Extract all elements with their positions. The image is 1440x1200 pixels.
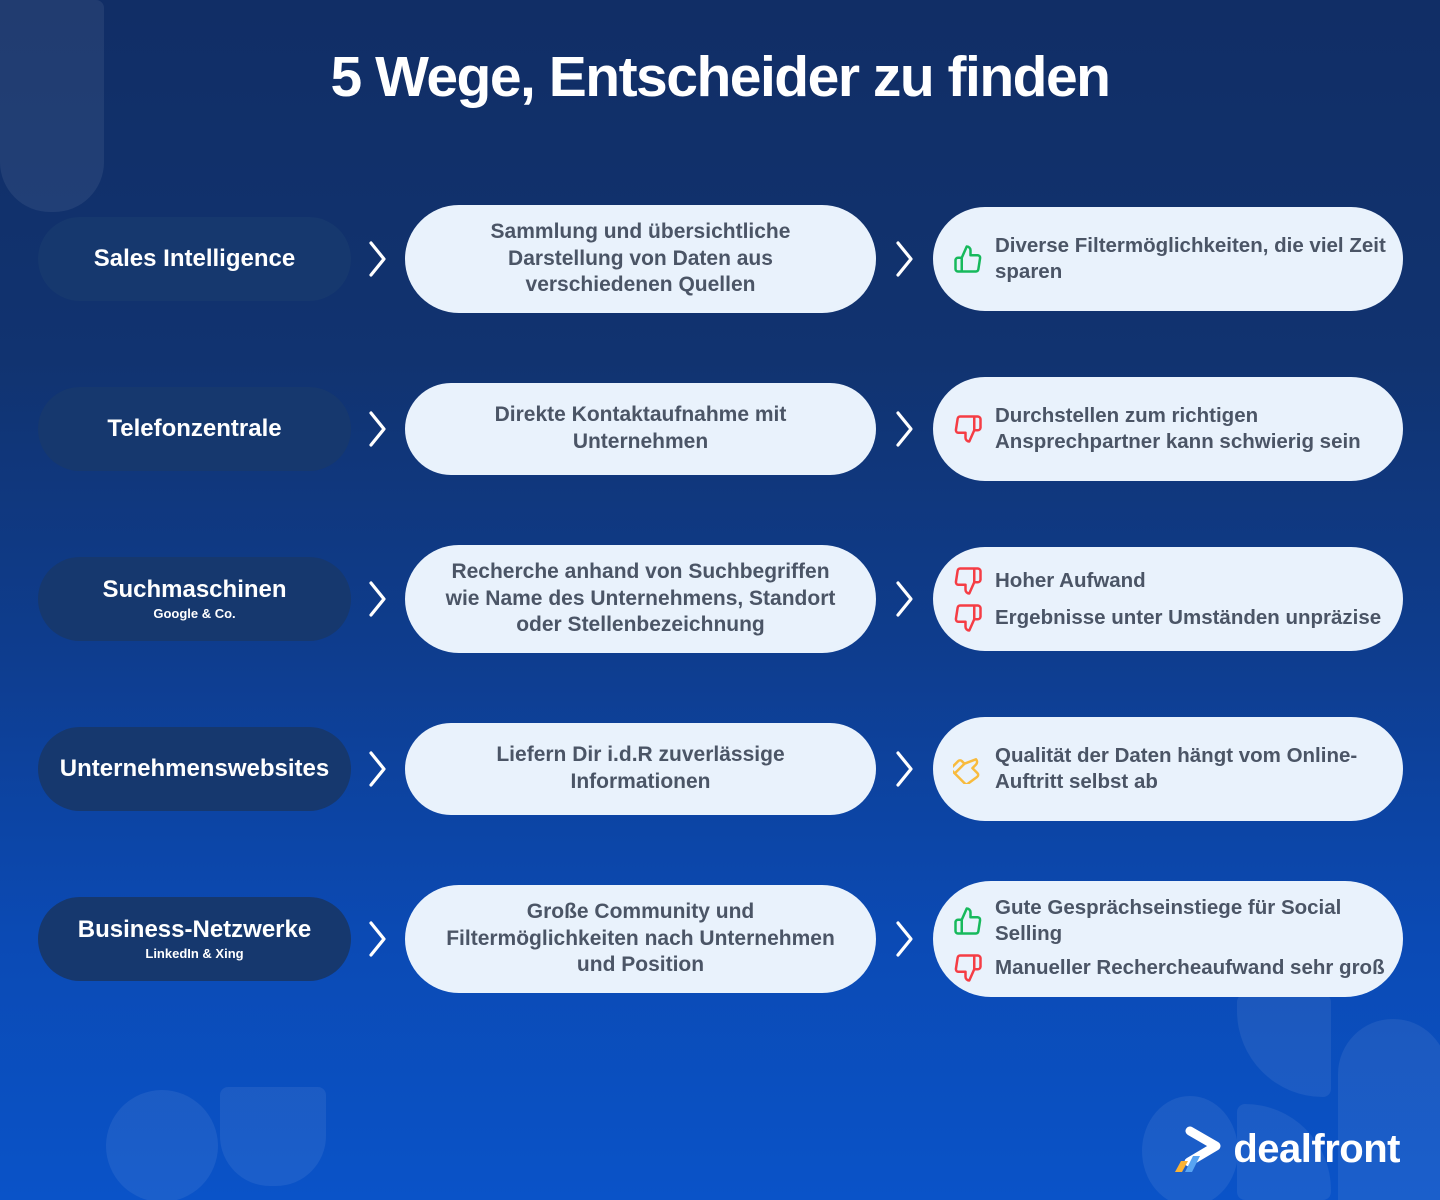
page-title: 5 Wege, Entscheider zu finden (330, 45, 1110, 109)
method-pill (38, 217, 351, 301)
decorative-shape (106, 1090, 218, 1200)
thumbs-up-icon (953, 906, 983, 936)
thumbs-down-icon (953, 414, 983, 444)
thumbs-down-icon (953, 953, 983, 983)
method-row (0, 344, 1440, 514)
chevron-cell (876, 237, 933, 281)
method-rows (0, 174, 1440, 1024)
thumbs-down-icon (953, 603, 983, 633)
chevron-cell (351, 917, 405, 961)
dealfront-logo-icon (1173, 1125, 1225, 1173)
method-label: Business-Netzwerke (77, 915, 312, 943)
outcome-text: Diverse Filtermöglichkeiten, die viel Zeit sparen (995, 234, 1386, 283)
chevron-cell (351, 577, 405, 621)
chevron-cell (876, 577, 933, 621)
chevron-cell (876, 407, 933, 451)
chevron-right-icon (894, 577, 916, 621)
chevron-right-icon (894, 407, 916, 451)
chevron-cell (351, 237, 405, 281)
chevron-right-icon (367, 237, 389, 281)
description-text: Direkte Kontaktaufnahme mit Unternehmen (494, 403, 787, 453)
decorative-shape (220, 1087, 326, 1186)
chevron-right-icon (367, 577, 389, 621)
chevron-right-icon (894, 237, 916, 281)
outcomes-pill (933, 717, 1403, 821)
thumbs-up-icon (953, 244, 983, 274)
chevron-cell (351, 407, 405, 451)
method-label: Sales Intelligence (93, 244, 296, 272)
outcomes-pill (933, 377, 1403, 481)
chevron-cell (876, 917, 933, 961)
thumbs-down-icon (953, 566, 983, 596)
chevron-cell (876, 747, 933, 791)
method-row (0, 514, 1440, 684)
description-pill (405, 723, 876, 815)
method-sublabel: Google & Co. (153, 606, 236, 622)
outcome-item (953, 403, 1387, 454)
description-pill (405, 205, 876, 314)
outcome-text: Ergebnisse unter Umständen unpräzise (995, 605, 1382, 629)
method-pill (38, 727, 351, 811)
method-pill (38, 557, 351, 641)
chevron-cell (351, 747, 405, 791)
method-row (0, 854, 1440, 1024)
outcomes-pill (933, 547, 1403, 651)
method-label: Unternehmenswebsites (59, 754, 330, 782)
description-text: Recherche anhand von Suchbegriffen wie Name des Unternehmens, Standort oder Stellenbezeichnung (445, 559, 836, 637)
description-pill (405, 885, 876, 994)
outcomes-pill (933, 207, 1403, 311)
chevron-right-icon (367, 747, 389, 791)
outcome-item (953, 233, 1387, 284)
method-sublabel: LinkedIn & Xing (145, 946, 244, 962)
method-label: Telefonzentrale (107, 414, 282, 442)
dealfront-logo (1173, 1125, 1400, 1173)
chevron-right-icon (894, 747, 916, 791)
method-pill (38, 897, 351, 981)
description-text: Sammlung und übersichtliche Darstellung von Daten aus verschiedenen Quellen (490, 219, 791, 297)
outcomes-pill (933, 881, 1403, 997)
outcome-item (953, 743, 1387, 794)
thumb-sideways-icon (953, 754, 983, 784)
outcome-text: Qualität der Daten hängt vom Online-Auftritt selbst ab (995, 744, 1358, 793)
outcome-text: Durchstellen zum richtigen Ansprechpartner kann schwierig sein (995, 404, 1361, 453)
description-text: Liefern Dir i.d.R zuverlässige Informationen (496, 743, 785, 793)
description-pill (405, 545, 876, 654)
outcome-item (953, 566, 1387, 596)
outcome-item (953, 895, 1387, 946)
chevron-right-icon (894, 917, 916, 961)
chevron-right-icon (367, 917, 389, 961)
brand-name: dealfront (1233, 1127, 1400, 1171)
chevron-right-icon (367, 407, 389, 451)
outcome-text: Gute Gesprächseinstiege für Social Selling (995, 895, 1342, 945)
outcome-item (953, 953, 1387, 983)
method-row (0, 684, 1440, 854)
outcome-text: Manueller Rechercheaufwand sehr groß (995, 956, 1385, 980)
description-pill (405, 383, 876, 475)
method-label: Suchmaschinen (102, 575, 287, 603)
outcome-text: Hoher Aufwand (995, 568, 1146, 592)
method-row (0, 174, 1440, 344)
method-pill (38, 387, 351, 471)
outcome-item (953, 603, 1387, 633)
description-text: Große Community und Filtermöglichkeiten nach Unternehmen und Position (446, 899, 835, 977)
